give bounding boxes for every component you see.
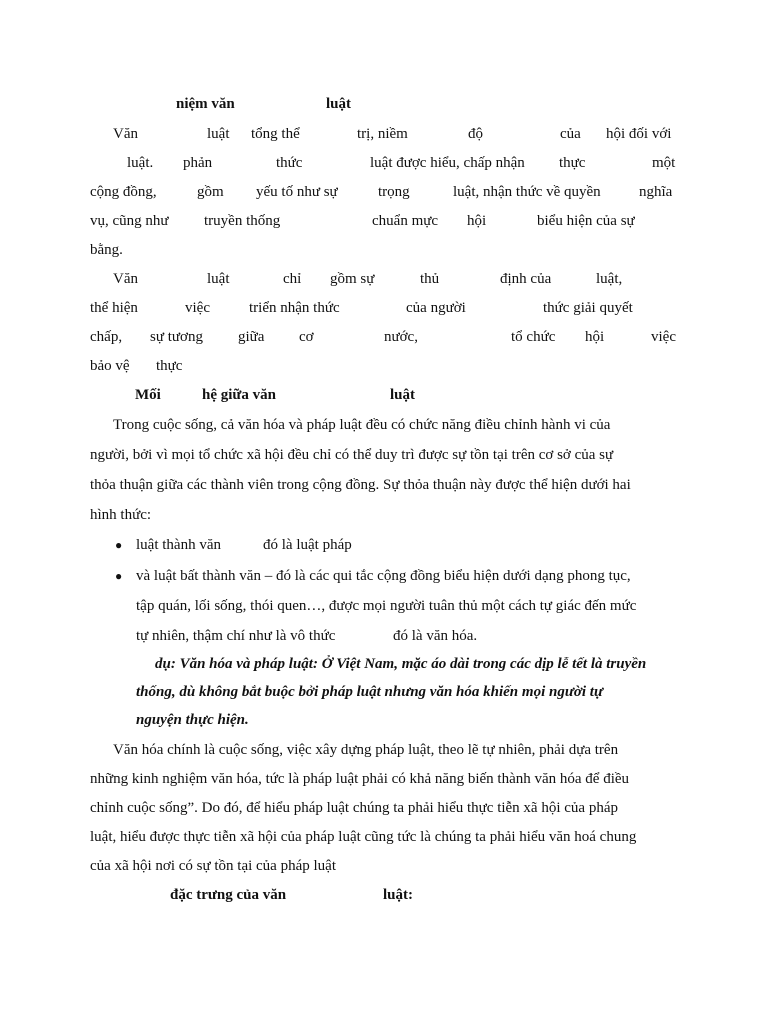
text-fragment: đó là văn hóa.: [393, 628, 478, 644]
text-fragment: luật.: [127, 155, 154, 171]
text-line: và luật bất thành văn – đó là các qui tắc cộng đồng biểu hiện dưới dạng phong tục,: [136, 568, 631, 584]
text-fragment: luật thành văn: [136, 537, 221, 553]
text-fragment: định của: [500, 271, 552, 287]
text-fragment: bằng.: [90, 242, 123, 258]
text-fragment: triển nhận thức: [249, 300, 340, 316]
text-fragment: việc: [651, 329, 676, 345]
text-fragment: việc: [185, 300, 210, 316]
heading-fragment: niệm văn: [176, 96, 235, 112]
text-fragment: độ: [468, 126, 483, 142]
text-fragment: chấp,: [90, 329, 123, 345]
text-line: tập quán, lối sống, thói quen…, được mọi người tuân thủ một cách tự giác đến mức: [136, 598, 637, 614]
heading-fragment: luật: [390, 387, 416, 403]
text-line: những kinh nghiệm văn hóa, tức là pháp luật phải có khả năng biến thành văn hóa để điều: [90, 771, 630, 787]
bullet-icon: ●: [115, 538, 123, 552]
text-fragment: trọng: [378, 184, 410, 200]
heading-fragment: luật:: [383, 887, 413, 903]
text-fragment: cơ: [299, 329, 314, 345]
text-fragment: luật,: [596, 271, 623, 287]
text-fragment: gồm: [197, 184, 224, 200]
text-line: dụ: Văn hóa và pháp luật: Ở Việt Nam, mặc áo dài trong các dịp lễ tết là truyền: [155, 656, 647, 672]
text-fragment: thể hiện: [90, 300, 138, 316]
text-fragment: trị, niềm: [357, 126, 408, 142]
text-fragment: bảo vệ: [90, 358, 130, 374]
bullet-icon: ●: [115, 569, 123, 583]
text-fragment: thực: [559, 155, 586, 171]
heading-fragment: Mối: [135, 387, 161, 403]
text-fragment: luật: [207, 271, 230, 287]
text-fragment: nghĩa: [639, 184, 673, 200]
text-line: Văn hóa chính là cuộc sống, việc xây dựng pháp luật, theo lẽ tự nhiên, phải dựa trên: [113, 742, 619, 758]
text-fragment: tổng thể: [251, 126, 300, 142]
text-fragment: nước,: [384, 329, 418, 345]
text-fragment: chỉ: [283, 271, 302, 287]
text-line: của xã hội nơi có sự tồn tại của pháp luật: [90, 858, 336, 874]
text-line: thỏa thuận giữa các thành viên trong cộng đồng. Sự thỏa thuận này được thể hiện dưới hai: [90, 477, 631, 493]
text-fragment: biểu hiện của sự: [537, 213, 635, 229]
text-fragment: yếu tố như sự: [256, 184, 338, 200]
text-fragment: hội: [585, 329, 605, 345]
text-fragment: đó là luật pháp: [263, 537, 352, 553]
text-line: hình thức:: [90, 507, 152, 523]
text-fragment: hội đối với: [606, 126, 672, 142]
text-fragment: gồm sự: [330, 271, 375, 287]
text-fragment: cộng đồng,: [90, 184, 157, 200]
text-fragment: một: [652, 155, 676, 171]
text-line: thống, dù không bắt buộc bởi pháp luật nhưng văn hóa khiến mọi người tự: [136, 684, 603, 700]
text-fragment: Văn: [113, 126, 138, 142]
text-line: chỉnh cuộc sống”. Do đó, để hiểu pháp luật chúng ta phải hiểu thực tiễn xã hội của pháp: [90, 800, 618, 816]
text-fragment: hội: [467, 213, 487, 229]
text-fragment: thức giải quyết: [543, 300, 633, 316]
text-line: nguyện thực hiện.: [136, 712, 249, 728]
text-fragment: truyền thống: [204, 213, 281, 229]
heading-fragment: đặc trưng của văn: [170, 887, 287, 903]
heading-fragment: luật: [326, 96, 352, 112]
text-line: người, bởi vì mọi tổ chức xã hội đều chỉ có thể duy trì được sự tồn tại trên cơ sở của sự: [90, 447, 614, 463]
text-fragment: vụ, cũng như: [90, 213, 169, 229]
text-line: Trong cuộc sống, cả văn hóa và pháp luật đều có chức năng điều chỉnh hành vi của: [113, 417, 611, 433]
text-fragment: giữa: [238, 329, 265, 345]
text-fragment: luật, nhận thức về quyền: [453, 184, 601, 200]
text-fragment: chuẩn mực: [372, 213, 439, 229]
heading-fragment: hệ giữa văn: [202, 387, 277, 403]
text-fragment: của người: [406, 300, 466, 316]
text-fragment: thực: [156, 358, 183, 374]
text-line: luật, hiểu được thực tiễn xã hội của pháp luật cũng tức là chúng ta phải hiểu văn hoá chung: [90, 829, 637, 845]
text-fragment: thủ: [420, 271, 440, 287]
text-fragment: luật được hiểu, chấp nhận: [370, 155, 525, 171]
text-fragment: Văn: [113, 271, 138, 287]
text-fragment: sự tương: [150, 329, 203, 345]
text-fragment: luật: [207, 126, 230, 142]
text-fragment: thức: [276, 155, 303, 171]
text-fragment: tự nhiên, thậm chí như là vô thức: [136, 628, 336, 644]
text-fragment: của: [560, 126, 581, 142]
text-fragment: phản: [183, 155, 213, 171]
text-fragment: tổ chức: [511, 329, 556, 345]
